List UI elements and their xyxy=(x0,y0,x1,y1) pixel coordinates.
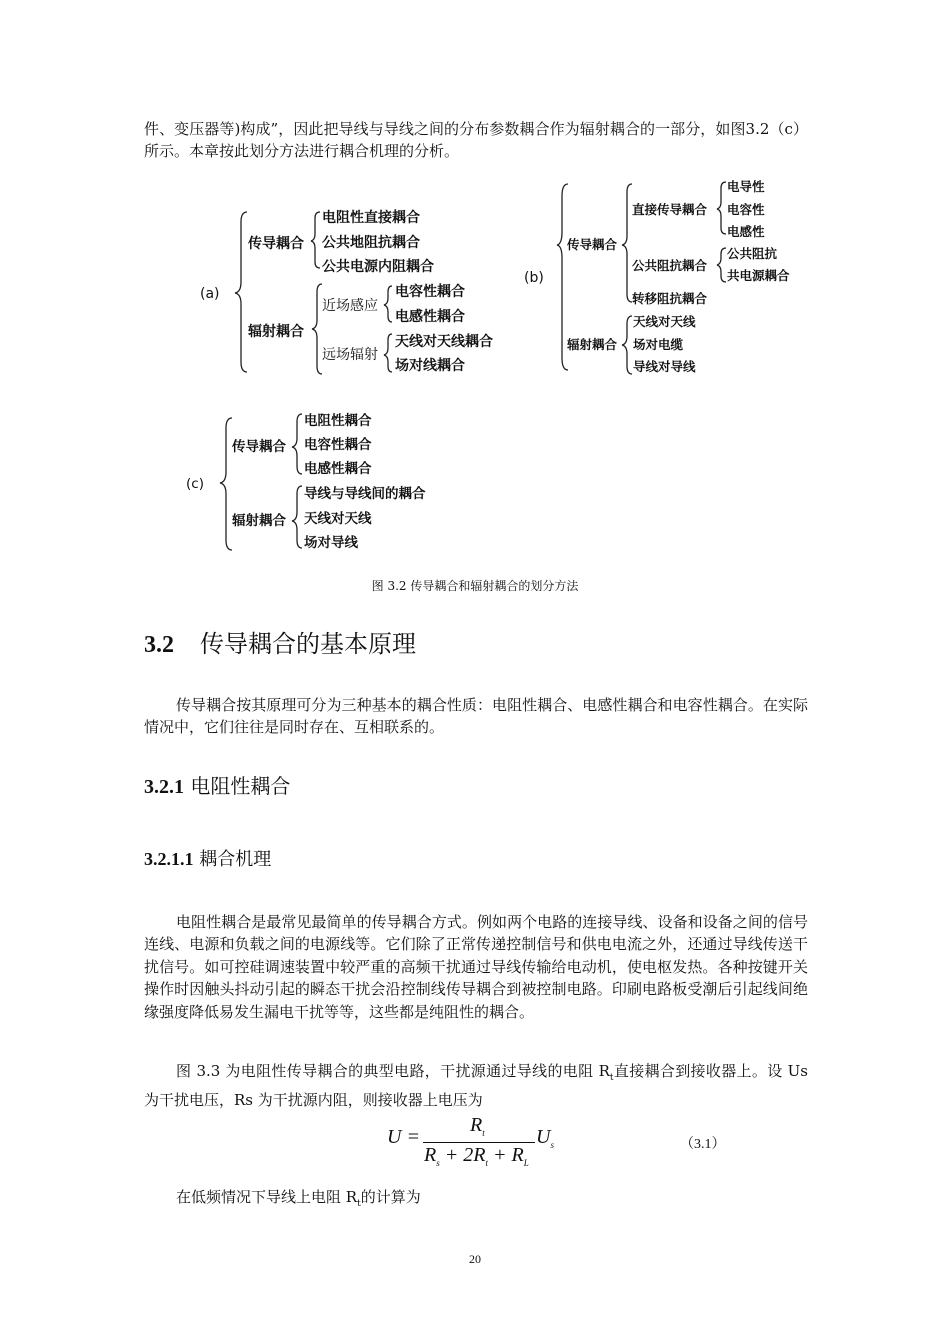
a-conducted: 传导耦合 xyxy=(248,236,304,252)
section-heading xyxy=(144,624,416,659)
b-direct: 直接传导耦合 xyxy=(632,202,708,217)
subsubsection-title: 耦合机理 xyxy=(193,849,272,870)
paragraph-resistive: 电阻性耦合是最常见最简单的传导耦合方式。例如两个电路的连接导线、设备和设备之间的信号连线、电源和负载之间的电源线等。它们除了正常传递控制信号和供电电流之外，还通过导线传送干扰信号。如可控硅调速装置中较严重的高频干扰通过导线传输给电动机，使电枢发热。各种按键开关操作时因触头抖动引起的瞬态干扰会沿控制线传导耦合到被控制电路。印刷电路板受潮后引起线间绝缘强度降低易发生漏电干扰等等，这些都是纯阻性的耦合。 xyxy=(144,913,808,1021)
a-far-item-1: 天线对天线耦合 xyxy=(395,334,493,350)
b-direct-item-2: 电容性 xyxy=(727,202,765,217)
b-rad-item-1: 天线对天线 xyxy=(633,314,696,329)
label-c: (c) xyxy=(186,476,204,492)
subsection-number: 3.2.1 xyxy=(144,776,184,798)
b-common-item-1: 公共阻抗 xyxy=(727,246,778,261)
paragraph-low-frequency xyxy=(144,1186,808,1215)
p4-text-b: 的计算为 xyxy=(360,1188,421,1206)
b-conducted: 传导耦合 xyxy=(567,237,618,252)
eq-denominator: $R_s + 2R_t + R_L$ xyxy=(424,1144,529,1168)
page-number: 20 xyxy=(469,1252,481,1266)
figure-caption: 图 3.2 传导耦合和辐射耦合的划分方法 xyxy=(371,579,579,593)
c-conducted-item-2: 电容性耦合 xyxy=(304,437,372,453)
eq-rhs: $U_s$ xyxy=(536,1126,554,1150)
a-conducted-item-2: 公共地阻抗耦合 xyxy=(322,235,420,251)
equation-number: （3.1） xyxy=(680,1137,726,1152)
b-common-item-2: 共电源耦合 xyxy=(727,268,790,283)
c-radiated-item-2: 天线对天线 xyxy=(304,511,372,527)
b-common: 公共阻抗耦合 xyxy=(632,258,708,273)
p3-text-a: 图 3.3 为电阻性传导耦合的典型电路，干扰源通过导线的电阻 R xyxy=(176,1062,610,1080)
a-conducted-item-3: 公共电源内阻耦合 xyxy=(322,259,434,275)
label-a: (a) xyxy=(200,286,220,302)
eq-numerator: $R_t$ xyxy=(470,1114,485,1138)
c-conducted-item-1: 电阻性耦合 xyxy=(304,413,372,429)
subsection-title: 电阻性耦合 xyxy=(184,774,291,798)
b-radiated: 辐射耦合 xyxy=(567,337,618,352)
section-number: 3.2 xyxy=(144,632,174,658)
section-title: 传导耦合的基本原理 xyxy=(200,630,416,658)
c-conducted-item-3: 电感性耦合 xyxy=(304,461,372,477)
paragraph-circuit xyxy=(144,1060,808,1112)
paragraph-principle: 传导耦合按其原理可分为三种基本的耦合性质：电阻性耦合、电感性耦合和电容性耦合。在实际情况中，它们往往是同时存在、互相联系的。 xyxy=(144,696,808,737)
b-direct-item-3: 电感性 xyxy=(727,224,765,239)
c-radiated-item-3: 场对导线 xyxy=(304,535,358,551)
a-radiated: 辐射耦合 xyxy=(248,324,304,340)
c-conducted: 传导耦合 xyxy=(232,439,286,455)
p4-subscript: t xyxy=(357,1199,361,1209)
a-far-field: 远场辐射 xyxy=(322,347,378,363)
subsection-heading xyxy=(144,770,290,799)
eq-fraction-bar xyxy=(423,1142,535,1143)
p3-subscript: t xyxy=(609,1073,614,1083)
p4-text-a: 在低频情况下导线上电阻 R xyxy=(176,1188,358,1206)
b-direct-item-1: 电导性 xyxy=(727,179,765,194)
eq-num-sub: t xyxy=(482,1128,485,1138)
c-radiated-item-1: 导线与导线间的耦合 xyxy=(304,486,426,502)
eq-lhs: U = xyxy=(387,1126,420,1148)
b-rad-item-3: 导线对导线 xyxy=(633,359,696,374)
subsubsection-heading xyxy=(144,845,271,871)
b-transfer: 转移阻抗耦合 xyxy=(632,291,708,306)
figure-coupling-classification xyxy=(0,170,950,570)
a-near-item-1: 电容性耦合 xyxy=(395,284,465,300)
p3-text-b: 直接耦合到接收器上。设 Us 为干扰电压，Rs 为干扰源内阻，则接收器上电压为 xyxy=(144,1062,808,1110)
paragraph-intro: 件、变压器等)构成”，因此把导线与导线之间的分布参数耦合作为辐射耦合的一部分，如图3.2（c）所示。本章按此划分方法进行耦合机理的分析。 xyxy=(144,120,808,161)
a-near-item-2: 电感性耦合 xyxy=(395,309,465,325)
a-conducted-item-1: 电阻性直接耦合 xyxy=(322,210,420,226)
eq-rhs-sub: s xyxy=(550,1140,554,1150)
a-far-item-2: 场对线耦合 xyxy=(395,358,465,374)
a-near-field: 近场感应 xyxy=(322,298,378,314)
b-rad-item-2: 场对电缆 xyxy=(633,337,684,352)
subsubsection-number: 3.2.1.1 xyxy=(144,849,194,869)
label-b: (b) xyxy=(524,270,544,286)
c-radiated: 辐射耦合 xyxy=(232,513,286,529)
